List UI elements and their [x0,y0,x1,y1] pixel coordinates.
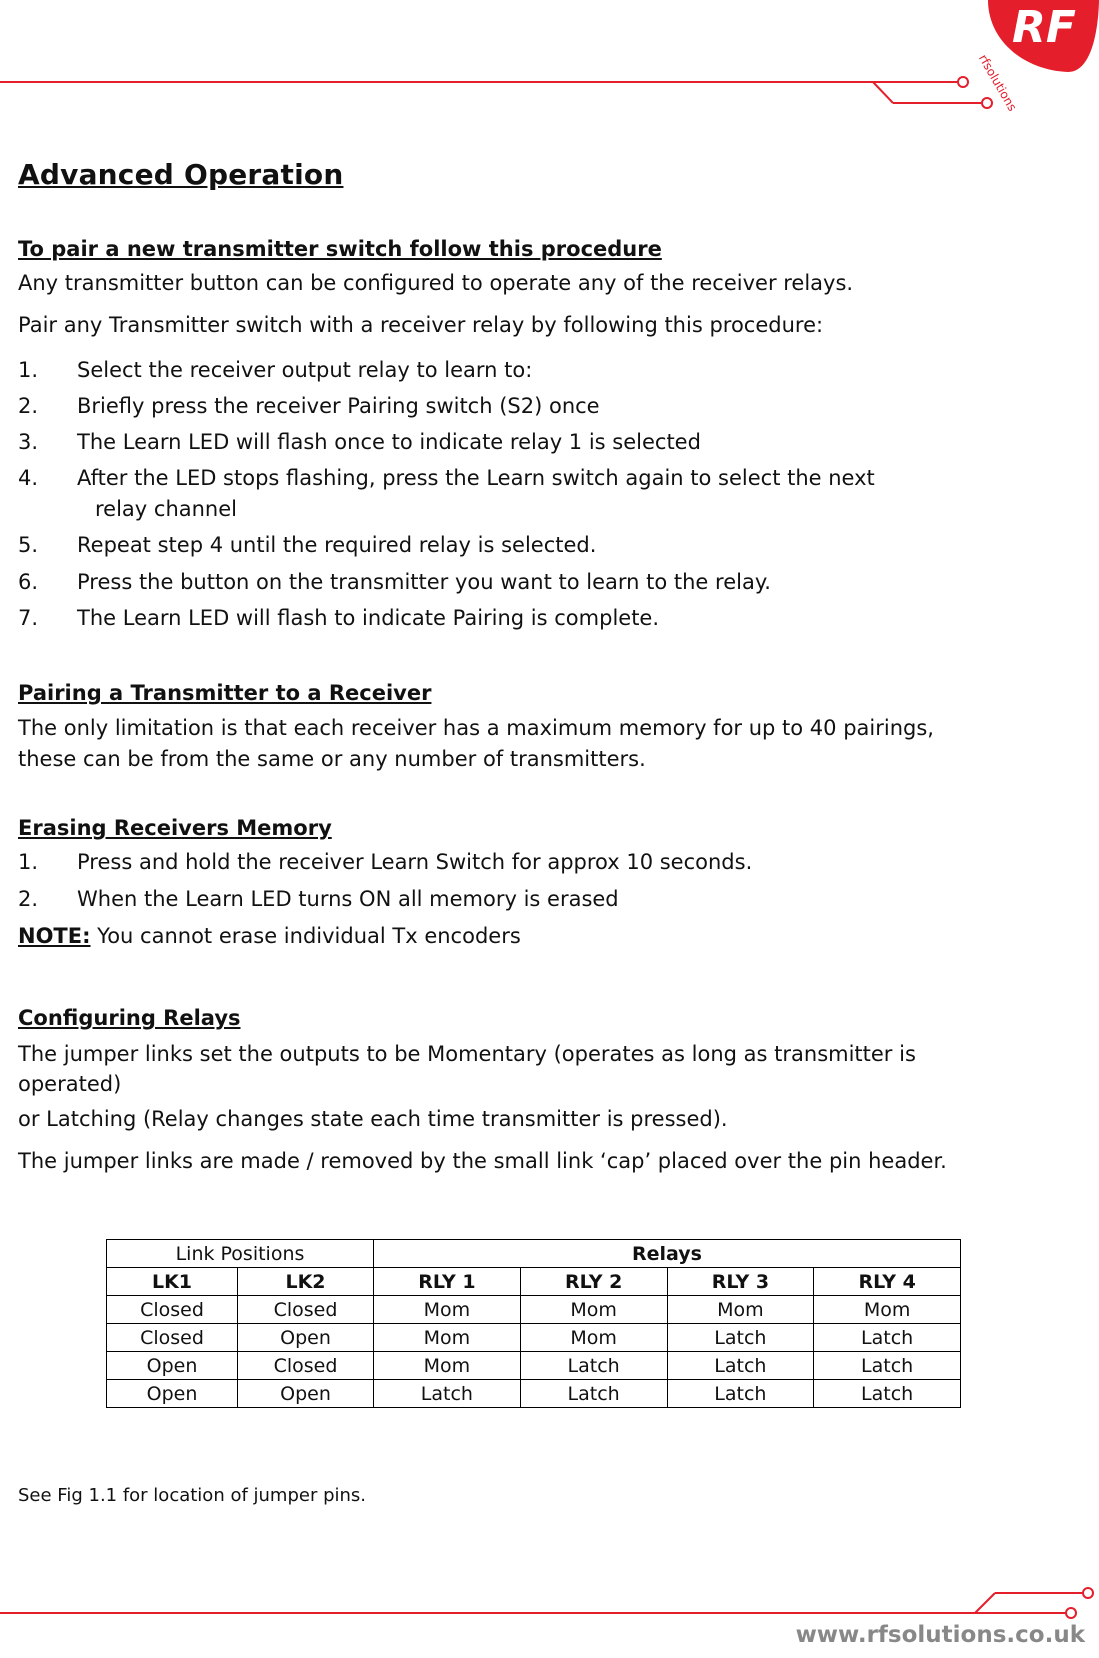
table-cell: Closed [107,1296,238,1324]
section-heading-pair: To pair a new transmitter switch follow this procedure [18,237,662,261]
footnote: See Fig 1.1 for location of jumper pins. [18,1485,367,1506]
table-row [107,1380,961,1408]
relays-line-2: operated) [18,1072,122,1096]
relays-line-3: or Latching (Relay changes state each time transmitter is pressed). [18,1107,728,1131]
section-heading-relays: Configuring Relays [18,1006,241,1030]
table-cell: Mom [814,1296,961,1324]
table-row [107,1324,961,1352]
section-heading-receiver: Pairing a Transmitter to a Receiver [18,681,432,705]
receiver-line-1: The only limitation is that each receiver has a maximum memory for up to 40 pairings, [18,716,934,740]
table-cell: Mom [520,1324,667,1352]
col-header: RLY 1 [374,1268,521,1296]
section-heading-erase: Erasing Receivers Memory [18,816,332,840]
table-group-header-row [107,1240,961,1268]
website-link[interactable]: www.rfsolutions.co.uk [795,1622,1085,1648]
table-cell: Open [107,1380,238,1408]
pair-step-3: 3. The Learn LED will flash once to indicate relay 1 is selected [18,430,701,454]
table-cell: Mom [374,1324,521,1352]
table-cell: Latch [520,1380,667,1408]
table-cell: Latch [814,1380,961,1408]
table-cell: Mom [520,1296,667,1324]
pair-step-6: 6. Press the button on the transmitter you want to learn to the relay. [18,570,771,594]
group-header-links: Link Positions [107,1240,374,1268]
table-cell: Closed [238,1296,374,1324]
relays-line-4: The jumper links are made / removed by the small link ‘cap’ placed over the pin header. [18,1149,947,1173]
col-header: RLY 4 [814,1268,961,1296]
table-cell: Latch [667,1352,814,1380]
table-cell: Open [238,1380,374,1408]
erase-step-2: 2. When the Learn LED turns ON all memory is erased [18,887,619,911]
table-cell: Latch [374,1380,521,1408]
table-cell: Mom [667,1296,814,1324]
col-header: RLY 3 [667,1268,814,1296]
table-row [107,1352,961,1380]
logo-subtext: rfsolutions [975,52,1020,114]
table-row [107,1296,961,1324]
table-header-row [107,1268,961,1296]
footer-circuit-line [0,1580,1099,1620]
header-circuit-line [0,0,1099,120]
col-header: LK2 [238,1268,374,1296]
col-header: RLY 2 [520,1268,667,1296]
link-positions-table [106,1239,961,1408]
erase-step-1: 1. Press and hold the receiver Learn Switch for approx 10 seconds. [18,850,753,874]
table-cell: Latch [814,1352,961,1380]
pair-step-2: 2. Briefly press the receiver Pairing switch (S2) once [18,394,600,418]
pair-step-4-cont: relay channel [95,497,237,521]
pair-intro-1: Any transmitter button can be configured to operate any of the receiver relays. [18,271,854,295]
brand-logo [968,0,1099,120]
receiver-line-2: these can be from the same or any number of transmitters. [18,747,646,771]
table-cell: Latch [814,1324,961,1352]
table-cell: Latch [520,1352,667,1380]
table-cell: Closed [107,1324,238,1352]
relays-line-1: The jumper links set the outputs to be Momentary (operates as long as transmitter is [18,1042,916,1066]
pair-intro-2: Pair any Transmitter switch with a receiver relay by following this procedure: [18,313,824,337]
pair-step-7: 7. The Learn LED will flash to indicate Pairing is complete. [18,606,660,630]
pair-step-5: 5. Repeat step 4 until the required relay is selected. [18,533,597,557]
table-cell: Open [107,1352,238,1380]
erase-note: NOTE: You cannot erase individual Tx encoders [18,924,521,948]
group-header-relays: Relays [374,1240,961,1268]
pair-step-4: 4. After the LED stops flashing, press the Learn switch again to select the next [18,466,875,490]
col-header: LK1 [107,1268,238,1296]
page-title: Advanced Operation [18,158,344,191]
table-cell: Closed [238,1352,374,1380]
logo-mark: RF [1012,2,1076,53]
table-cell: Mom [374,1296,521,1324]
table-cell: Mom [374,1352,521,1380]
table-cell: Open [238,1324,374,1352]
table-cell: Latch [667,1380,814,1408]
pair-step-1: 1. Select the receiver output relay to learn to: [18,358,533,382]
table-cell: Latch [667,1324,814,1352]
